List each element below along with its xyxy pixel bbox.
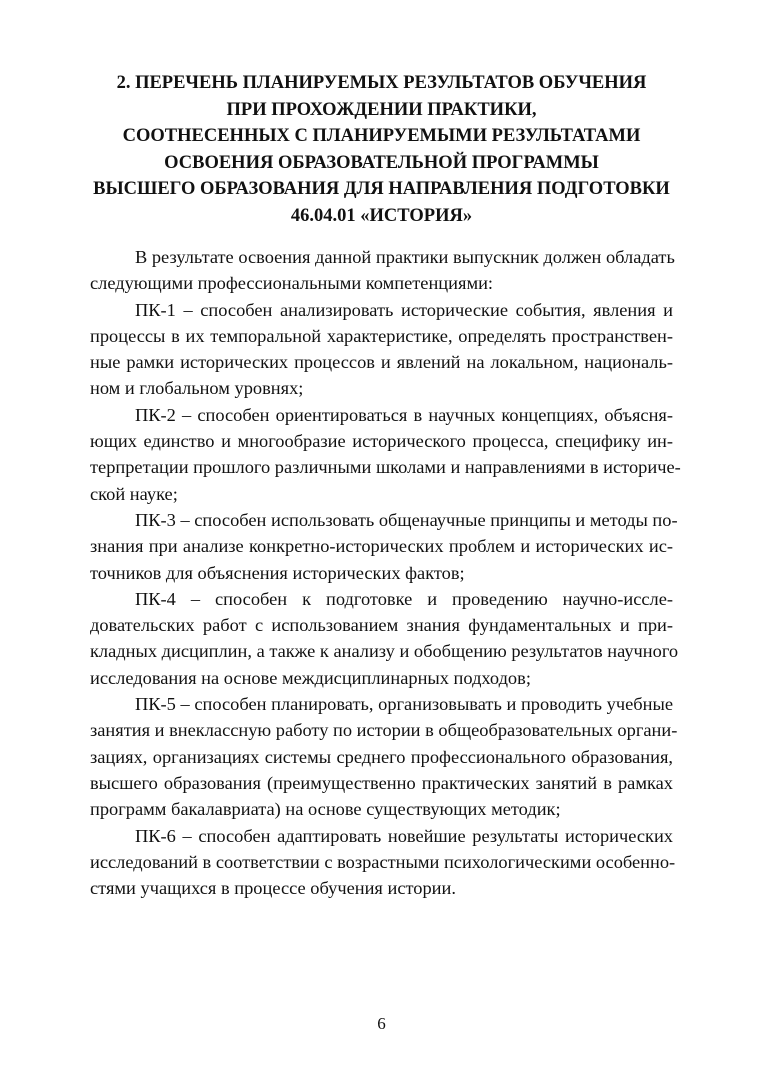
text-line: занятия и внеклассную работу по истории в общеобразовательных органи- (90, 720, 678, 741)
text-line: ПК-1 – способен анализировать исторические события, явления и (135, 299, 673, 320)
intro-paragraph (90, 244, 673, 297)
heading-line: ПРИ ПРОХОЖДЕНИИ ПРАКТИКИ, (226, 99, 537, 120)
section-heading (90, 70, 673, 229)
competency-pk1 (90, 297, 673, 402)
heading-line: СООТНЕСЕННЫХ С ПЛАНИРУЕМЫМИ РЕЗУЛЬТАТАМИ (122, 126, 641, 146)
text-line: высшего образования (преимущественно практических занятий в рамках (90, 772, 673, 793)
text-line: процессы в их темпоральной характеристике, определять пространствен- (90, 325, 673, 346)
text-line: ном и глобальном уровнях; (90, 378, 304, 399)
text-line: кладных дисциплин, а также к анализу и обобщению результатов научного (90, 641, 679, 662)
text-line: ПК-6 – способен адаптировать новейшие результаты исторических (135, 825, 673, 846)
text-line: ющих единство и многообразие исторического процесса, специфику ин- (90, 431, 673, 452)
text-line: В результате освоения данной практики выпускник должен обладать (135, 247, 675, 267)
text-line: зациях, организациях системы среднего профессионального образования, (90, 746, 673, 767)
text-line: исследования на основе междисциплинарных подходов; (90, 667, 531, 688)
text-line: ные рамки исторических процессов и явлений на локальном, националь- (90, 352, 673, 373)
text-line: терпретации прошлого различными школами и направлениями в историче- (90, 457, 681, 478)
text-line: ПК-2 – способен ориентироваться в научных концепциях, объясня- (135, 404, 673, 425)
text-line: ской науке; (90, 483, 178, 504)
text-line: довательских работ с использованием знания фундаментальных и при- (90, 615, 673, 636)
competency-pk2 (90, 402, 681, 507)
competency-pk3 (90, 507, 678, 586)
body-text (90, 244, 681, 901)
competency-pk6 (90, 823, 676, 902)
competency-pk4 (90, 586, 679, 691)
text-line: исследований в соответствии с возрастными психологическими особенно- (90, 851, 676, 872)
text-line: знания при анализе конкретно-исторических проблем и исторических ис- (90, 536, 673, 557)
text-line: ПК-3 – способен использовать общенаучные принципы и методы по- (135, 509, 678, 530)
text-line: следующими профессиональными компетенциями: (90, 273, 494, 294)
competency-pk5 (90, 691, 678, 822)
text-line: точников для объяснения исторических фактов; (90, 562, 465, 583)
heading-line: ОСВОЕНИЯ ОБРАЗОВАТЕЛЬНОЙ ПРОГРАММЫ (164, 152, 599, 173)
text-line: программ бакалавриата) на основе существующих методик; (90, 799, 561, 820)
heading-line: 2. ПЕРЕЧЕНЬ ПЛАНИРУЕМЫХ РЕЗУЛЬТАТОВ ОБУЧЕНИЯ (116, 73, 647, 93)
text-line: ПК-4 – способен к подготовке и проведению научно-иссле- (135, 588, 673, 609)
text-line: стями учащихся в процессе обучения истории. (90, 878, 456, 899)
heading-line: 46.04.01 «ИСТОРИЯ» (290, 205, 473, 226)
page-number: 6 (377, 1014, 386, 1033)
text-line: ПК-5 – способен планировать, организовывать и проводить учебные (135, 694, 673, 715)
heading-line: ВЫСШЕГО ОБРАЗОВАНИЯ ДЛЯ НАПРАВЛЕНИЯ ПОДГОТОВКИ (93, 179, 670, 199)
